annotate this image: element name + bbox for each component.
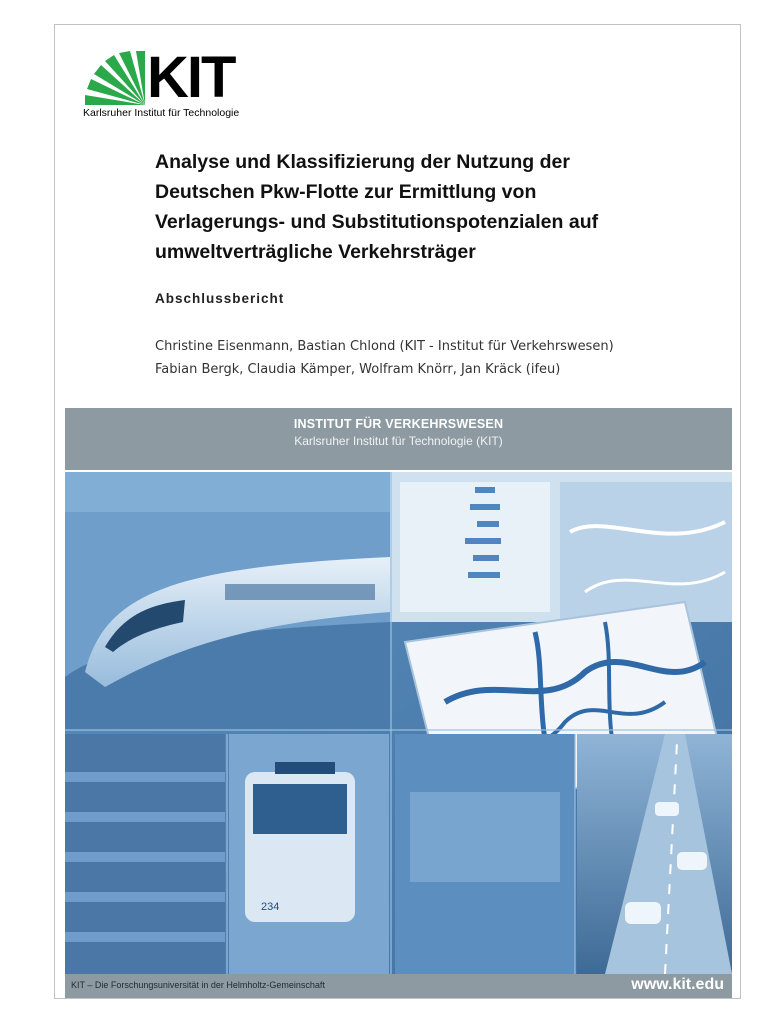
authors-line: Fabian Bergk, Claudia Kämper, Wolfram Knörr, Jan Kräck (ifeu)	[155, 362, 561, 377]
kit-logo-rays-icon	[83, 51, 147, 107]
cover-footer	[65, 974, 732, 998]
institute-affiliation: Karlsruher Institut für Technologie (KIT)	[294, 434, 503, 448]
kit-logo-word: KIT	[147, 45, 235, 110]
kit-logo-tagline: Karlsruher Institut für Technologie	[83, 107, 240, 119]
train-photo	[65, 472, 390, 730]
authors-line: Christine Eisenmann, Bastian Chlond (KIT - Institut für Verkehrswesen)	[155, 339, 614, 354]
institute-band	[65, 408, 732, 470]
highway-photo	[577, 734, 732, 974]
footer-claim: KIT – Die Forschungsuniversität in der Helmholtz-Gemeinschaft	[71, 980, 325, 990]
kit-logo	[83, 45, 253, 121]
tram-number: 234	[261, 901, 280, 913]
authors-block	[155, 335, 614, 381]
data-table-graphic	[390, 472, 732, 622]
cover-photo-collage	[65, 472, 732, 974]
footer-url: www.kit.edu	[631, 976, 724, 993]
title-line: Deutschen Pkw-Flotte zur Ermittlung von	[155, 181, 537, 203]
report-title	[155, 147, 695, 267]
collage-graphic	[65, 472, 732, 974]
title-line: Analyse und Klassifizierung der Nutzung der	[155, 151, 570, 173]
title-line: Verlagerungs- und Substitutionspotenzialen auf	[155, 211, 599, 233]
report-cover	[54, 24, 741, 999]
tram-photo	[229, 734, 575, 974]
title-line: umweltverträgliche Verkehrsträger	[155, 241, 476, 263]
report-type: Abschlussbericht	[155, 291, 285, 306]
lecture-hall-photo	[65, 734, 225, 974]
institute-name: INSTITUT FÜR VERKEHRSWESEN	[293, 417, 504, 431]
